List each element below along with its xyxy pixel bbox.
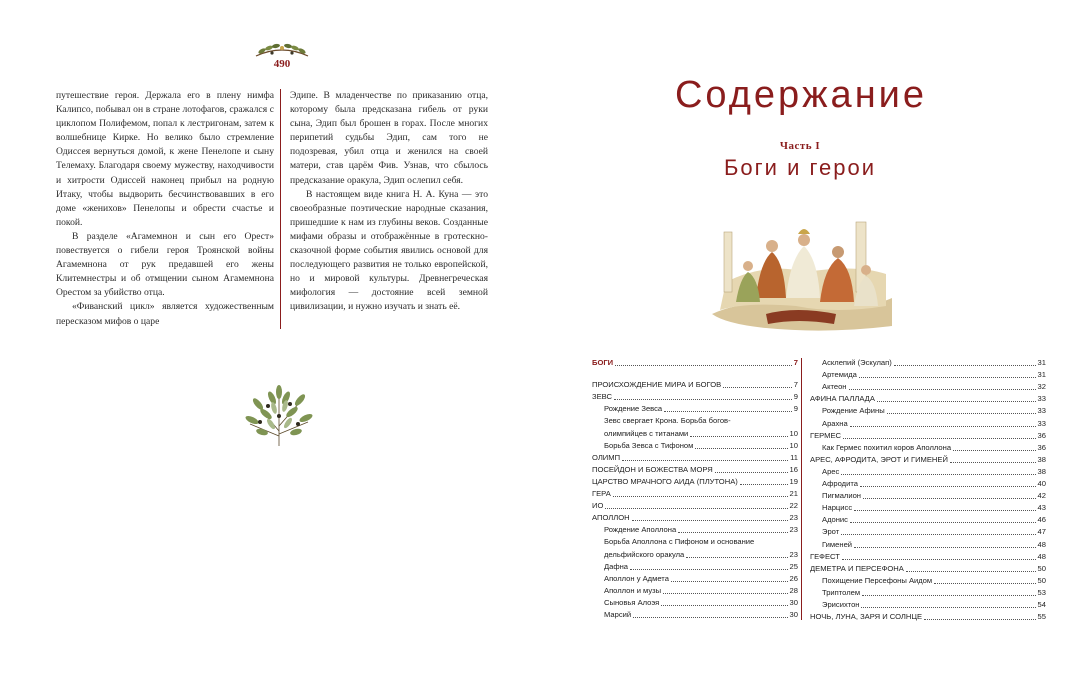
toc-entry[interactable] bbox=[810, 393, 1046, 405]
toc-entry-page: 23 bbox=[789, 513, 798, 523]
toc-entry-label: ОЛИМП bbox=[592, 452, 621, 462]
toc-entry[interactable] bbox=[592, 536, 798, 548]
toc-entry-page: 30 bbox=[789, 609, 798, 619]
toc-entry-page: 48 bbox=[1037, 551, 1046, 561]
toc-gap bbox=[592, 369, 798, 379]
toc-entry[interactable] bbox=[592, 609, 798, 621]
toc-entry-page: 7 bbox=[793, 358, 798, 368]
toc-entry-label: Аполлон у Адмета bbox=[604, 573, 669, 583]
toc-leader-dots bbox=[860, 485, 1036, 487]
toc-entry-label: Триптолем bbox=[822, 587, 861, 597]
toc-entry-label: Афродита bbox=[822, 479, 858, 489]
toc-entry-label: АПОЛЛОН bbox=[592, 513, 630, 523]
column-divider bbox=[280, 89, 281, 329]
toc-entry-label: Рождение Зевса bbox=[604, 404, 663, 414]
toc-entry-label: Нарцисс bbox=[822, 503, 853, 513]
toc-entry-label: Артемида bbox=[822, 370, 857, 380]
toc-entry-label: ЗЕВС bbox=[592, 392, 612, 402]
toc-entry-label: Рождение Аполлона bbox=[604, 525, 677, 535]
toc-entry[interactable] bbox=[592, 427, 798, 439]
toc-leader-dots bbox=[664, 410, 792, 412]
toc-entry[interactable] bbox=[592, 440, 798, 452]
toc-entry[interactable] bbox=[810, 478, 1046, 490]
toc-leader-dots bbox=[934, 582, 1035, 584]
toc-leader-dots bbox=[715, 471, 788, 473]
toc-entry-label: Как Гермес похитил коров Аполлона bbox=[822, 442, 952, 452]
toc-entry[interactable] bbox=[810, 466, 1046, 478]
toc-entry-page: 42 bbox=[1037, 491, 1046, 501]
toc-leader-dots bbox=[605, 507, 787, 509]
toc-leader-dots bbox=[862, 594, 1035, 596]
toc-leader-dots bbox=[841, 473, 1035, 475]
toc-entry[interactable] bbox=[810, 526, 1046, 538]
text-column-1 bbox=[56, 89, 274, 329]
toc-entry-label: ГЕРА bbox=[592, 489, 611, 499]
toc-entry-page: 10 bbox=[789, 428, 798, 438]
toc-entry-label: Марсий bbox=[604, 609, 632, 619]
toc-entry-page: 54 bbox=[1037, 599, 1046, 609]
toc-leader-dots bbox=[854, 509, 1035, 511]
toc-entry[interactable] bbox=[592, 561, 798, 573]
toc-entry-page: 23 bbox=[789, 549, 798, 559]
toc-entry-label: Дафна bbox=[604, 561, 629, 571]
toc-entry-page: 28 bbox=[789, 585, 798, 595]
toc-entry-page: 32 bbox=[1037, 382, 1046, 392]
right-page bbox=[540, 0, 1080, 694]
toc-leader-dots bbox=[671, 580, 788, 582]
toc-entry-page: 47 bbox=[1037, 527, 1046, 537]
toc-entry-page: 22 bbox=[789, 501, 798, 511]
toc-leader-dots bbox=[613, 495, 788, 497]
toc-entry-page: 38 bbox=[1037, 454, 1046, 464]
toc-entry-page: 33 bbox=[1037, 418, 1046, 428]
toc-entry[interactable] bbox=[592, 379, 798, 391]
toc-entry-page: 16 bbox=[789, 464, 798, 474]
toc-entry[interactable] bbox=[810, 454, 1046, 466]
toc-leader-dots bbox=[622, 459, 788, 461]
toc-leader-dots bbox=[863, 497, 1036, 499]
toc-entry-label: ЦАРСТВО МРАЧНОГО АИДА (ПЛУТОНА) bbox=[592, 476, 738, 486]
toc-entry[interactable] bbox=[592, 548, 798, 560]
toc-entry[interactable] bbox=[810, 538, 1046, 550]
toc-entry[interactable] bbox=[810, 490, 1046, 502]
toc-entry-page: 21 bbox=[789, 489, 798, 499]
toc-leader-dots bbox=[740, 483, 788, 485]
toc-entry-page: 48 bbox=[1037, 539, 1046, 549]
toc-entry-label: Борьба Зевса с Тифоном bbox=[604, 440, 694, 450]
toc-entry-label: ГЕФЕСТ bbox=[810, 551, 840, 561]
toc-entry[interactable] bbox=[810, 369, 1046, 381]
toc-entry[interactable] bbox=[810, 587, 1046, 599]
toc-entry-page: 46 bbox=[1037, 515, 1046, 525]
toc-leader-dots bbox=[663, 592, 787, 594]
toc-entry[interactable] bbox=[810, 514, 1046, 526]
toc-entry-page: 43 bbox=[1037, 503, 1046, 513]
contents-title: Содержание bbox=[674, 74, 928, 116]
toc-leader-dots bbox=[615, 364, 792, 366]
toc-entry-page: 50 bbox=[1037, 575, 1046, 585]
toc-entry[interactable] bbox=[592, 524, 798, 536]
toc-leader-dots bbox=[861, 606, 1035, 608]
toc-entry[interactable] bbox=[592, 500, 798, 512]
toc-entry[interactable] bbox=[810, 575, 1046, 587]
toc-entry[interactable] bbox=[592, 357, 798, 369]
toc-leader-dots bbox=[678, 531, 787, 533]
toc-entry[interactable] bbox=[810, 442, 1046, 454]
toc-leader-dots bbox=[906, 570, 1036, 572]
toc-entry-label: олимпийцев с титанами bbox=[604, 428, 689, 438]
toc-entry-page: 9 bbox=[793, 392, 798, 402]
toc-entry[interactable] bbox=[592, 597, 798, 609]
toc-column-right bbox=[810, 357, 1046, 623]
toc-entry-page: 30 bbox=[789, 597, 798, 607]
toc-leader-dots bbox=[859, 376, 1036, 378]
toc-entry-page: 53 bbox=[1037, 587, 1046, 597]
toc-entry-label: ПОСЕЙДОН И БОЖЕСТВА МОРЯ bbox=[592, 464, 713, 474]
toc-entry-page: 11 bbox=[790, 452, 798, 462]
toc-entry[interactable] bbox=[810, 599, 1046, 611]
toc-entry[interactable] bbox=[592, 573, 798, 585]
paragraph: В разделе «Агамемнон и сын его Орест» повествуется о гибели героя Троянской войны Агамемнона от рук предавшей его жены Клитемнестры и об отмщении сыном Агамемнона Орестом за убийство отца. bbox=[56, 230, 274, 299]
toc-entry[interactable] bbox=[810, 417, 1046, 429]
toc-entry-label: АФИНА ПАЛЛАДА bbox=[810, 394, 875, 404]
toc-entry-label: ПРОИСХОЖДЕНИЕ МИРА И БОГОВ bbox=[592, 380, 722, 390]
page-number: 490 bbox=[273, 58, 291, 70]
toc-entry[interactable] bbox=[810, 430, 1046, 442]
toc-entry-label: Арес bbox=[822, 466, 840, 476]
toc-entry[interactable] bbox=[810, 563, 1046, 575]
toc-leader-dots bbox=[630, 568, 788, 570]
toc-leader-dots bbox=[850, 521, 1036, 523]
toc-entry-page: 31 bbox=[1037, 358, 1046, 368]
toc-entry-label: Похищение Персефоны Аидом bbox=[822, 575, 933, 585]
toc-leader-dots bbox=[661, 604, 787, 606]
toc-entry[interactable] bbox=[592, 452, 798, 464]
toc-entry-label: ИО bbox=[592, 501, 604, 511]
toc-entry-label: АРЕС, АФРОДИТА, ЭРОТ И ГИМЕНЕЙ bbox=[810, 454, 948, 464]
toc-leader-dots bbox=[950, 461, 1036, 463]
toc-leader-dots bbox=[695, 447, 787, 449]
toc-entry-label: Сыновья Алоэя bbox=[604, 597, 660, 607]
toc-entry-label: Зевс свергает Крона. Борьба богов- bbox=[604, 416, 731, 426]
toc-entry-page: 31 bbox=[1037, 370, 1046, 380]
toc-leader-dots bbox=[849, 388, 1036, 390]
toc-entry-label: Рождение Афины bbox=[822, 406, 885, 416]
toc-entry[interactable] bbox=[592, 585, 798, 597]
toc-entry[interactable] bbox=[592, 391, 798, 403]
toc-entry-page: 55 bbox=[1037, 612, 1046, 622]
toc-entry-page: 25 bbox=[789, 561, 798, 571]
toc-entry-page: 9 bbox=[793, 404, 798, 414]
toc-entry-label: Эрот bbox=[822, 527, 840, 537]
toc-column-left bbox=[592, 357, 798, 621]
toc-leader-dots bbox=[850, 425, 1036, 427]
toc-entry-label: Актеон bbox=[822, 382, 847, 392]
toc-entry-label: БОГИ bbox=[592, 358, 614, 368]
toc-entry-page: 40 bbox=[1037, 479, 1046, 489]
toc-leader-dots bbox=[633, 616, 787, 618]
toc-entry-label: ГЕРМЕС bbox=[810, 430, 842, 440]
toc-entry-label: Эрисихтон bbox=[822, 599, 860, 609]
paragraph: Эдипе. В младенчестве по приказанию отца, которому была предсказана гибель от руки сына, Эдип был брошен в горах. После многих перипетий судьбы Эдип, сам того не подозревая, убил отца и женился на своей матери, став царём Фив. Узнав, что сбылось предсказание оракула, Эдип ослепил себя. bbox=[290, 90, 488, 186]
toc-entry-page: 23 bbox=[789, 525, 798, 535]
toc-entry-label: Арахна bbox=[822, 418, 848, 428]
toc-entry-label: Асклепий (Эскулап) bbox=[822, 358, 892, 368]
paragraph: «Фиванский цикл» является художественным пересказом мифов о царе bbox=[56, 301, 274, 327]
toc-entry-page: 50 bbox=[1037, 563, 1046, 573]
olive-bush-icon bbox=[238, 376, 320, 448]
toc-entry-label: Адонис bbox=[822, 515, 848, 525]
toc-leader-dots bbox=[632, 519, 788, 521]
toc-entry-page: 38 bbox=[1037, 466, 1046, 476]
part-title: Боги и герои bbox=[723, 155, 877, 180]
toc-leader-dots bbox=[877, 400, 1036, 402]
toc-entry[interactable] bbox=[592, 464, 798, 476]
toc-entry-page: 36 bbox=[1037, 442, 1046, 452]
toc-entry[interactable] bbox=[810, 405, 1046, 417]
toc-leader-dots bbox=[887, 412, 1036, 414]
toc-entry[interactable] bbox=[810, 502, 1046, 514]
toc-entry-label: Гименей bbox=[822, 539, 853, 549]
toc-divider bbox=[801, 358, 802, 620]
toc-entry[interactable] bbox=[592, 512, 798, 524]
toc-entry-label: Аполлон и музы bbox=[604, 585, 662, 595]
toc-entry-label: НОЧЬ, ЛУНА, ЗАРЯ И СОЛНЦЕ bbox=[810, 612, 923, 622]
toc-entry[interactable] bbox=[810, 551, 1046, 563]
toc-leader-dots bbox=[614, 398, 792, 400]
greek-gods-assembly-illustration bbox=[706, 202, 896, 332]
toc-leader-dots bbox=[690, 435, 787, 437]
toc-entry-label: дельфийского оракула bbox=[604, 549, 685, 559]
part-label: Часть I bbox=[779, 140, 821, 152]
toc-entry-page: 33 bbox=[1037, 406, 1046, 416]
paragraph: путешествие героя. Держала его в плену нимфа Калипсо, побывал он в стране лотофагов, сражался с циклопом Полифемом, попал к лестригонам, затем к волшебнице Кирке. Но велико было стремление Одиссея вернуться домой, к жене Пенелопе и сыну Телемаху. Благодаря своему мужеству, находчивости и хитрости Одиссей наконец прибыл на родную Итаку, чтобы выдворить бесчинствовавших в его доме «женихов» Пенелопы и обрести счастье и покой. bbox=[56, 90, 274, 228]
toc-entry-label: Пигмалион bbox=[822, 491, 862, 501]
toc-entry[interactable] bbox=[810, 357, 1046, 369]
text-column-2 bbox=[290, 89, 488, 315]
toc-entry[interactable] bbox=[592, 415, 798, 427]
toc-leader-dots bbox=[854, 546, 1036, 548]
toc-entry[interactable] bbox=[592, 403, 798, 415]
toc-leader-dots bbox=[924, 618, 1035, 620]
toc-leader-dots bbox=[843, 437, 1036, 439]
toc-entry-page: 19 bbox=[789, 476, 798, 486]
toc-leader-dots bbox=[842, 558, 1036, 560]
toc-entry[interactable] bbox=[592, 488, 798, 500]
toc-entry-page: 7 bbox=[793, 380, 798, 390]
toc-leader-dots bbox=[686, 556, 787, 558]
toc-leader-dots bbox=[894, 364, 1036, 366]
toc-entry-page: 10 bbox=[789, 440, 798, 450]
toc-leader-dots bbox=[953, 449, 1035, 451]
toc-leader-dots bbox=[723, 386, 792, 388]
toc-entry[interactable] bbox=[810, 611, 1046, 623]
toc-entry-page: 36 bbox=[1037, 430, 1046, 440]
toc-entry[interactable] bbox=[810, 381, 1046, 393]
paragraph: В настоящем виде книга Н. А. Куна — это своеобразные поэтические народные сказания, пришедшие к нам из глубины веков. Созданные мифами образы и отображённые в гротескно-сказочной форме события явились основой для последующего развития не только европейской, но и мировой культуры. Древнегреческая мифология — достояние всей земной цивилизации, и нужно изучать и знать её. bbox=[290, 188, 488, 313]
toc-entry-page: 33 bbox=[1037, 394, 1046, 404]
toc-entry[interactable] bbox=[592, 476, 798, 488]
toc-entry-label: Борьба Аполлона с Пифоном и основание bbox=[604, 537, 755, 547]
toc-entry-page: 26 bbox=[789, 573, 798, 583]
toc-entry-label: ДЕМЕТРА И ПЕРСЕФОНА bbox=[810, 563, 904, 573]
toc-leader-dots bbox=[841, 533, 1035, 535]
